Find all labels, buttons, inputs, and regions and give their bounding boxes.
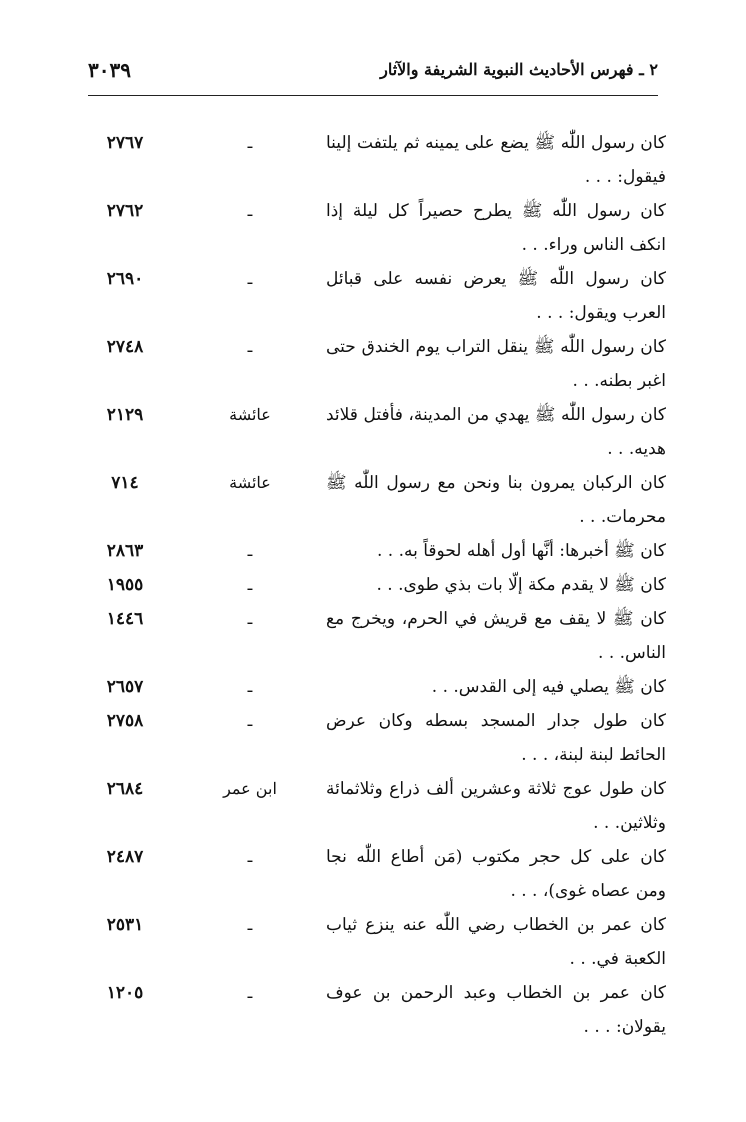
hadith-number: ٢٦٩٠ bbox=[106, 269, 144, 289]
narrator: عائشة bbox=[229, 473, 271, 492]
hadith-number: ٢١٢٩ bbox=[106, 405, 144, 425]
narrator: ـ bbox=[247, 269, 253, 288]
index-entry bbox=[0, 458, 746, 526]
hadith-text: كان رسول اللّٰه ﷺ ينقل التراب يوم الخندق حتى اغبر بطنه. . . bbox=[326, 337, 666, 391]
narrator: ابن عمر bbox=[223, 779, 277, 798]
narrator: ـ bbox=[247, 847, 253, 866]
narrator: ـ bbox=[247, 201, 253, 220]
hadith-text: كان ﷺ أخبرها: أنَّها أول أهله لحوقاً به. . . bbox=[376, 541, 666, 561]
index-entry bbox=[0, 832, 746, 900]
hadith-number: ٢٤٨٧ bbox=[106, 847, 144, 867]
hadith-index-list bbox=[0, 118, 746, 1036]
hadith-text: كان رسول اللّٰه ﷺ يهدي من المدينة، فأفتل قلائد هديه. . . bbox=[326, 405, 666, 459]
hadith-text: كان على كل حجر مكتوب (مَن أطاع اللّٰه نجا ومن عصاه غوى)، . . . bbox=[326, 847, 666, 901]
index-entry bbox=[0, 254, 746, 322]
hadith-number: ٢٦٥٧ bbox=[106, 677, 144, 697]
hadith-number: ٢٥٣١ bbox=[106, 915, 144, 935]
narrator: ـ bbox=[247, 133, 253, 152]
hadith-text: كان عمر بن الخطاب رضي اللّٰه عنه ينزع ثياب الكعبة في. . . bbox=[326, 915, 666, 969]
index-entry bbox=[0, 696, 746, 764]
index-entry bbox=[0, 764, 746, 832]
narrator: ـ bbox=[247, 337, 253, 356]
hadith-text: كان الركبان يمرون بنا ونحن مع رسول اللّٰه ﷺ محرمات. . . bbox=[326, 473, 666, 527]
narrator: ـ bbox=[247, 711, 253, 730]
hadith-number: ٧١٤ bbox=[111, 473, 139, 493]
narrator: ـ bbox=[247, 609, 253, 628]
hadith-number: ٢٧٦٧ bbox=[106, 133, 144, 153]
hadith-number: ٢٨٦٣ bbox=[106, 541, 144, 561]
index-entry bbox=[0, 900, 746, 968]
running-title: ٢ ـ فهرس الأحاديث النبوية الشريفة والآثار bbox=[380, 60, 658, 79]
index-entry bbox=[0, 186, 746, 254]
narrator: ـ bbox=[247, 677, 253, 696]
narrator: ـ bbox=[247, 575, 253, 594]
index-entry bbox=[0, 662, 746, 696]
index-entry bbox=[0, 118, 746, 186]
hadith-text: كان رسول اللّٰه ﷺ يضع على يمينه ثم يلتفت إلينا فيقول: . . . bbox=[326, 133, 666, 187]
hadith-text: كان طول عوج ثلاثة وعشرين ألف ذراع وثلاثمائة وثلاثين. . . bbox=[326, 779, 666, 833]
hadith-number: ٢٧٤٨ bbox=[106, 337, 144, 357]
index-entry bbox=[0, 526, 746, 560]
page-header bbox=[88, 58, 658, 92]
hadith-text: كان رسول اللّٰه ﷺ يطرح حصيراً كل ليلة إذا انكف الناس وراء. . . bbox=[326, 201, 666, 255]
index-entry bbox=[0, 322, 746, 390]
hadith-number: ٢٧٥٨ bbox=[106, 711, 144, 731]
hadith-number: ٢٧٦٢ bbox=[106, 201, 144, 221]
hadith-text: كان ﷺ لا يقف مع قريش في الحرم، ويخرج مع الناس. . . bbox=[326, 609, 666, 663]
hadith-text: كان ﷺ يصلي فيه إلى القدس. . . bbox=[431, 677, 666, 697]
index-entry bbox=[0, 560, 746, 594]
narrator: عائشة bbox=[229, 405, 271, 424]
hadith-text: كان عمر بن الخطاب وعبد الرحمن بن عوف يقولان: . . . bbox=[326, 983, 666, 1037]
index-entry bbox=[0, 390, 746, 458]
hadith-number: ١٢٠٥ bbox=[106, 983, 144, 1003]
hadith-number: ١٤٤٦ bbox=[106, 609, 144, 629]
hadith-number: ١٩٥٥ bbox=[106, 575, 144, 595]
hadith-text: كان رسول اللّٰه ﷺ يعرض نفسه على قبائل العرب ويقول: . . . bbox=[326, 269, 666, 323]
narrator: ـ bbox=[247, 541, 253, 560]
index-entry bbox=[0, 968, 746, 1036]
index-entry bbox=[0, 594, 746, 662]
hadith-text: كان طول جدار المسجد بسطه وكان عرض الحائط لبنة لبنة، . . . bbox=[326, 711, 666, 765]
hadith-number: ٢٦٨٤ bbox=[106, 779, 144, 799]
narrator: ـ bbox=[247, 915, 253, 934]
page-number: ٣٠٣٩ bbox=[88, 58, 131, 82]
header-divider bbox=[88, 95, 658, 96]
narrator: ـ bbox=[247, 983, 253, 1002]
hadith-text: كان ﷺ لا يقدم مكة إلّا بات بذي طوى. . . bbox=[376, 575, 666, 595]
